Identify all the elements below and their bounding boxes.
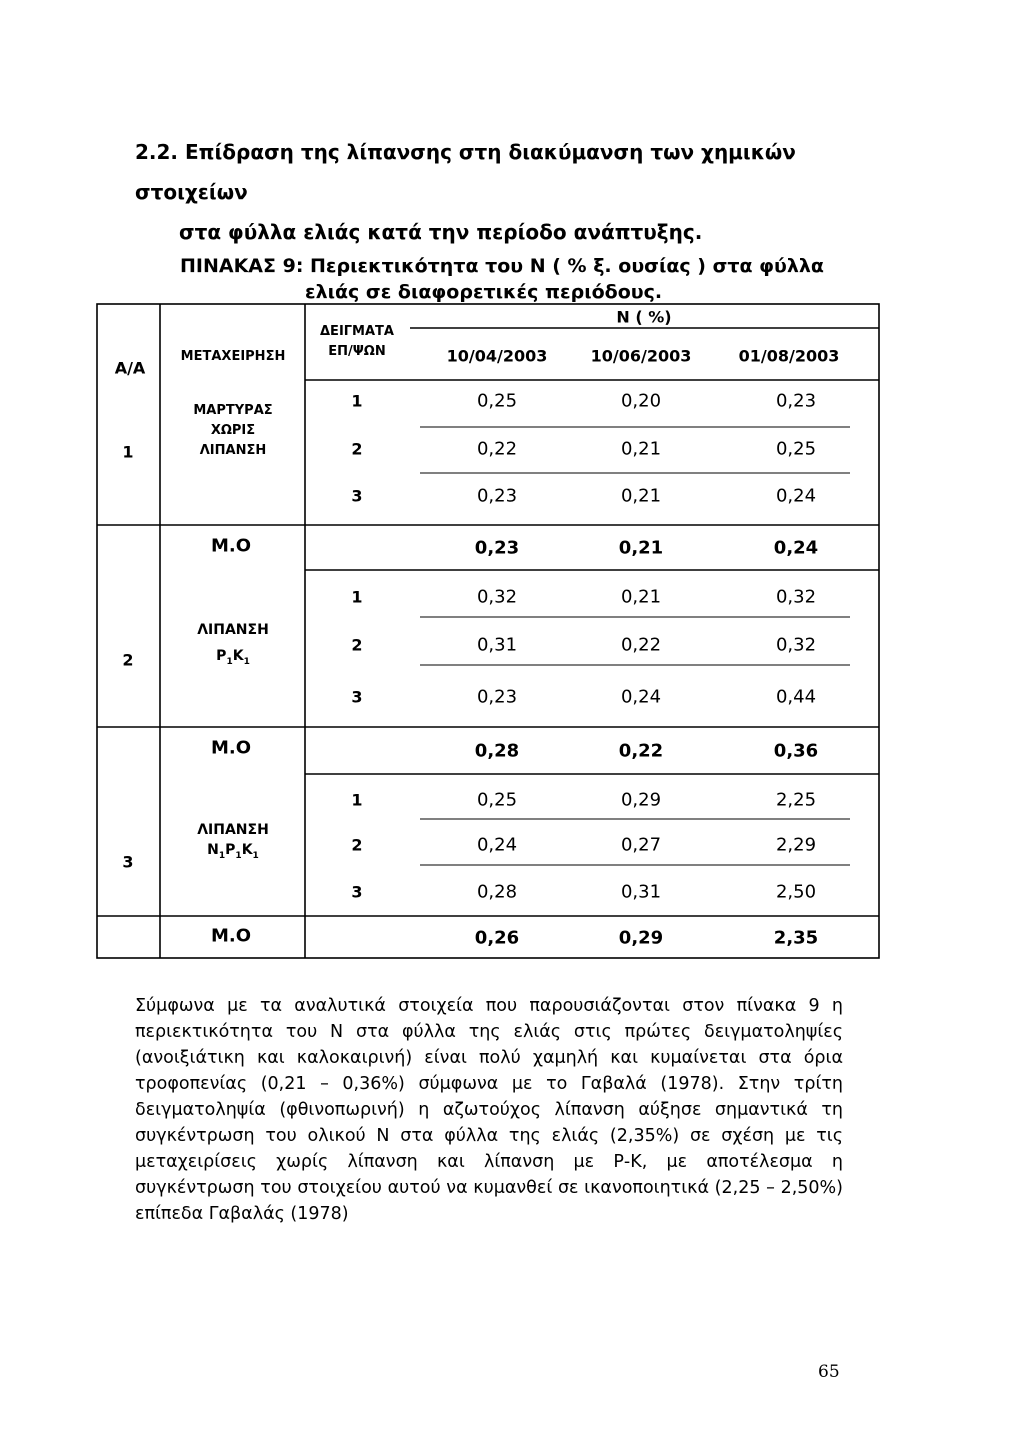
g3-mean-v2: 0,29 xyxy=(618,927,664,949)
g2-mean-v3: 0,36 xyxy=(773,740,819,762)
group-1-treatment xyxy=(193,401,272,461)
g3-r2-v1: 0,24 xyxy=(476,834,518,856)
g1-r1-v1: 0,25 xyxy=(476,390,518,412)
header-date-2: 10/06/2003 xyxy=(590,346,692,366)
g3-r2-sample: 2 xyxy=(351,835,363,855)
g2-r2-v2: 0,22 xyxy=(620,634,662,656)
g1-mean-label: Μ.Ο xyxy=(210,535,252,557)
g3-r2-v3: 2,29 xyxy=(775,834,817,856)
g2-r3-sample: 3 xyxy=(351,687,363,707)
g3-r2-v2: 0,27 xyxy=(620,834,662,856)
group-3-index: 3 xyxy=(122,852,134,872)
g2-r3-v2: 0,24 xyxy=(620,686,662,708)
g3-r3-v1: 0,28 xyxy=(476,881,518,903)
header-samples xyxy=(320,322,394,362)
g1-r1-v3: 0,23 xyxy=(775,390,817,412)
group-3-treatment-line-2: $N_1P_1K_1$ xyxy=(207,842,259,861)
g1-r3-v1: 0,23 xyxy=(476,485,518,507)
body-paragraph: Σύμφωνα με τα αναλυτικά στοιχεία που παρουσιάζονται στον πίνακα 9 η περιεκτικότητα του Ν στα φύλλα της ελιάς στις πρώτες δειγματοληψίες (ανοιξιάτικη και καλοκαιρινή) είναι πολύ χαμηλή και κυμαίνεται στα όρια τροφοπενίας (0,21 – 0,36%) σύμφωνα με το Γαβαλά (1978). Στην τρίτη δειγματοληψία (φθινοπωρινή) η αζωτούχος λίπανση αύξησε σημαντικά τη συγκέντρωση του ολικού Ν στα φύλλα της ελιάς (2,35%) σε σχέση με τις μεταχειρίσεις χωρίς λίπανση και λίπανση με Ρ-Κ, με αποτέλεσμα η συγκέντρωση του στοιχείου αυτού να κυμανθεί σε ικανοποιητικά (2,25 – 2,50%) επίπεδα Γαβαλάς (1978) xyxy=(135,996,843,1224)
g3-r1-v3: 2,25 xyxy=(775,789,817,811)
g3-r3-v2: 0,31 xyxy=(620,881,662,903)
g1-r2-v2: 0,21 xyxy=(620,438,662,460)
g2-r3-v3: 0,44 xyxy=(775,686,817,708)
g1-r2-v1: 0,22 xyxy=(476,438,518,460)
g2-r2-sample: 2 xyxy=(351,635,363,655)
group-1-treatment-line-2: ΧΩΡΙΣ xyxy=(210,423,256,438)
group-1-treatment-line-3: ΛΙΠΑΝΣΗ xyxy=(199,443,267,458)
group-1-index: 1 xyxy=(122,442,134,462)
g2-r1-v2: 0,21 xyxy=(620,586,662,608)
g2-r1-sample: 1 xyxy=(351,587,363,607)
g1-r2-sample: 2 xyxy=(351,439,363,459)
g3-r1-sample: 1 xyxy=(351,790,363,810)
group-1-treatment-line-1: ΜΑΡΤΥΡΑΣ xyxy=(193,403,273,418)
g1-r2-v3: 0,25 xyxy=(775,438,817,460)
g2-mean-v1: 0,28 xyxy=(474,740,520,762)
g2-r1-v1: 0,32 xyxy=(476,586,518,608)
header-n-percent: Ν ( %) xyxy=(616,307,672,327)
g3-r3-v3: 2,50 xyxy=(775,881,817,903)
g2-r1-v3: 0,32 xyxy=(775,586,817,608)
g1-mean-v2: 0,21 xyxy=(618,537,664,559)
section-title-line-1: 2.2. Επίδραση της λίπανσης στη διακύμανση των χημικών στοιχείων xyxy=(135,140,796,204)
header-samples-line-1: ΔΕΙΓΜΑΤΑ xyxy=(320,324,394,339)
g2-mean-label: Μ.Ο xyxy=(210,737,252,759)
page-number: 65 xyxy=(818,1362,840,1382)
g3-mean-v3: 2,35 xyxy=(773,927,819,949)
table-caption-line-2: ελιάς σε διαφορετικές περιόδους. xyxy=(305,281,663,303)
g1-r1-sample: 1 xyxy=(351,391,363,411)
group-3-treatment xyxy=(197,820,269,866)
g1-r3-v2: 0,21 xyxy=(620,485,662,507)
g3-mean-v1: 0,26 xyxy=(474,927,520,949)
section-title-line-2: στα φύλλα ελιάς κατά την περίοδο ανάπτυξης. xyxy=(179,220,703,244)
g1-mean-v3: 0,24 xyxy=(773,537,819,559)
g1-r3-sample: 3 xyxy=(351,486,363,506)
group-2-treatment xyxy=(197,617,269,675)
g2-r2-v3: 0,32 xyxy=(775,634,817,656)
group-2-treatment-line-2: $P_1K_1$ xyxy=(216,648,250,667)
header-samples-line-2: ΕΠ/ΨΩΝ xyxy=(328,344,386,359)
header-treatment: ΜΕΤΑΧΕΙΡΗΣΗ xyxy=(180,349,286,364)
g3-r1-v2: 0,29 xyxy=(620,789,662,811)
g3-mean-label: Μ.Ο xyxy=(210,925,252,947)
g2-r3-v1: 0,23 xyxy=(476,686,518,708)
group-2-treatment-line-1: ΛΙΠΑΝΣΗ xyxy=(197,622,269,639)
header-date-1: 10/04/2003 xyxy=(446,346,548,366)
header-date-3: 01/08/2003 xyxy=(738,346,840,366)
g1-r1-v2: 0,20 xyxy=(620,390,662,412)
g2-r2-v1: 0,31 xyxy=(476,634,518,656)
g1-r3-v3: 0,24 xyxy=(775,485,817,507)
g1-mean-v1: 0,23 xyxy=(474,537,520,559)
table-caption-line-1: ΠΙΝΑΚΑΣ 9: Περιεκτικότητα του Ν ( % ξ. ουσίας ) στα φύλλα xyxy=(180,255,824,277)
g3-r1-v1: 0,25 xyxy=(476,789,518,811)
g3-r3-sample: 3 xyxy=(351,882,363,902)
group-3-treatment-line-1: ΛΙΠΑΝΣΗ xyxy=(197,822,269,839)
g2-mean-v2: 0,22 xyxy=(618,740,664,762)
group-2-index: 2 xyxy=(122,650,134,670)
header-index: Α/Α xyxy=(114,358,146,378)
